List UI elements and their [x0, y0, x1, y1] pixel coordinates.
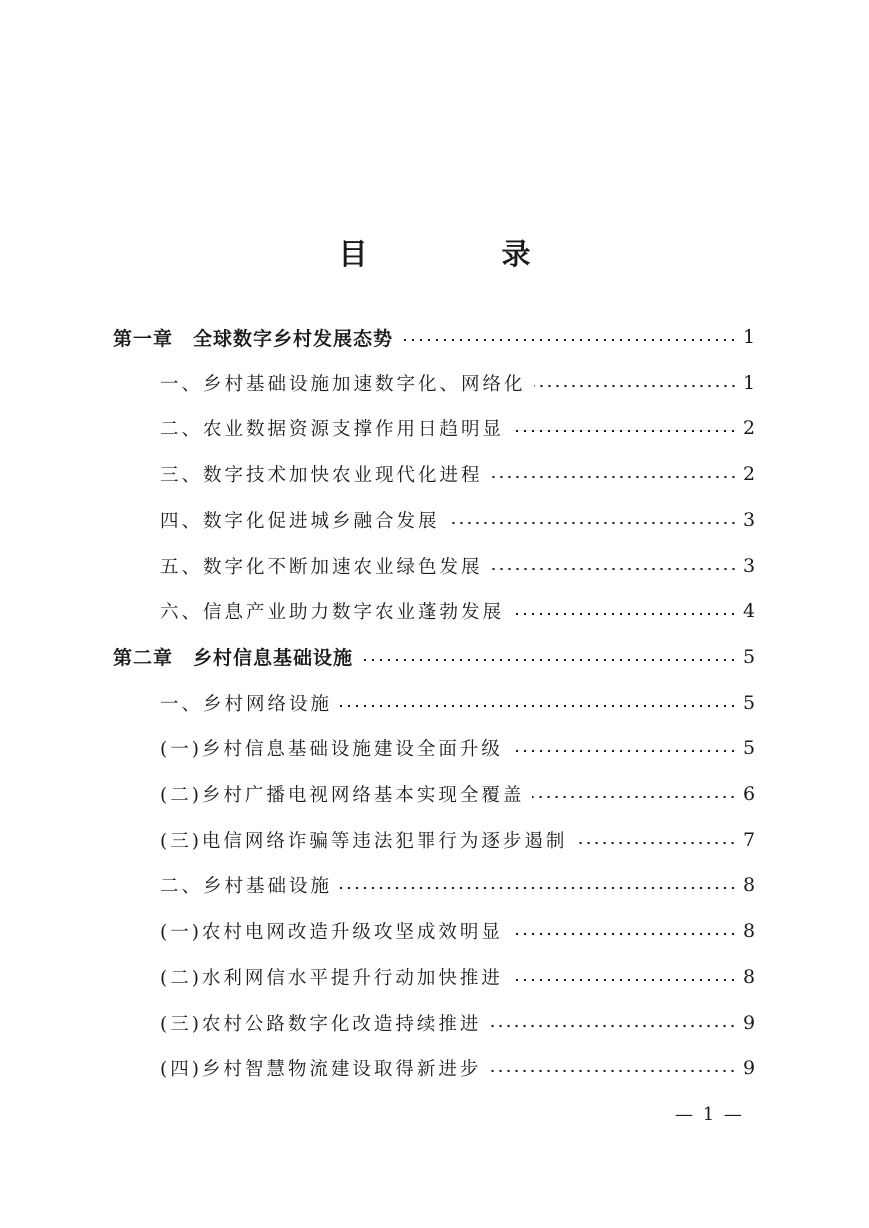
dot-leader [340, 886, 737, 890]
toc-section-entry[interactable] [160, 413, 755, 443]
dot-leader [512, 612, 737, 616]
toc-page-number: 3 [743, 554, 756, 577]
toc-entry-label: 五、数字化不断加速农业绿色发展 [160, 556, 483, 578]
toc-entry-label: (三)农村公路数字化改造持续推进 [160, 1013, 482, 1035]
dot-leader [491, 475, 737, 479]
toc-page-number: 3 [743, 508, 756, 531]
toc-section-entry[interactable] [160, 1008, 755, 1038]
toc-page-number: 5 [743, 737, 756, 760]
toc-page-number: 1 [743, 326, 756, 348]
toc-section-entry[interactable] [160, 870, 755, 900]
toc-section-entry[interactable] [160, 1053, 755, 1083]
toc-page-number: 2 [743, 463, 756, 486]
toc-page-number: 4 [743, 600, 756, 623]
dot-leader [512, 429, 737, 433]
toc-chapter-entry[interactable] [113, 322, 755, 352]
dot-leader [448, 521, 737, 525]
toc-entry-label: 六、信息产业助力数字农业蓬勃发展 [160, 602, 505, 624]
dot-leader [511, 749, 737, 753]
toc-entry-label: 三、数字技术加快农业现代化进程 [160, 465, 483, 487]
toc-entry-label: 一、乡村基础设施加速数字化、网络化 [160, 373, 526, 395]
toc-entry-label: 一、乡村网络设施 [160, 693, 333, 715]
toc-entry-label: 四、数字化促进城乡融合发展 [160, 510, 440, 532]
toc-page-number: 9 [743, 1011, 756, 1034]
toc-section-entry[interactable] [160, 962, 755, 992]
toc-section-entry[interactable] [160, 825, 755, 855]
toc-section-entry[interactable] [160, 688, 755, 718]
toc-entry-label: (三)电信网络诈骗等违法犯罪行为逐步遏制 [160, 830, 568, 852]
toc-entry-label: 二、乡村基础设施 [160, 876, 333, 898]
toc-page-number: 2 [743, 417, 756, 440]
toc-section-entry[interactable] [160, 505, 755, 535]
dot-leader [361, 658, 737, 662]
toc-page-number: 8 [743, 874, 756, 897]
toc-section-entry[interactable] [160, 368, 755, 398]
toc-section-entry[interactable] [160, 551, 755, 581]
toc-page-number: 1 [743, 371, 756, 394]
dot-leader [489, 1024, 737, 1028]
toc-entry-label: (二)水利网信水平提升行动加快推进 [160, 967, 503, 989]
dot-leader [401, 338, 737, 342]
toc-page-number: 5 [743, 645, 756, 668]
toc-page-number: 5 [743, 691, 756, 714]
toc-entry-label: 第一章 全球数字乡村发展态势 [113, 327, 394, 350]
toc-section-entry[interactable] [160, 733, 755, 763]
toc-page-number: 8 [743, 920, 756, 943]
toc-entry-label: (一)乡村信息基础设施建设全面升级 [160, 739, 503, 761]
footer-page-number: — 1 — [675, 1104, 744, 1125]
toc-page-number: 8 [743, 965, 756, 988]
toc-section-entry[interactable] [160, 779, 755, 809]
toc-entry-label: (二)乡村广播电视网络基本实现全覆盖 [160, 785, 525, 806]
dot-leader [575, 841, 737, 845]
dot-leader [340, 704, 737, 708]
toc-entry-label: (四)乡村智慧物流建设取得新进步 [160, 1059, 482, 1081]
toc-entry-label: 二、农业数据资源支撑作用日趋明显 [160, 419, 505, 441]
toc-page-number: 6 [743, 783, 756, 805]
toc-section-entry[interactable] [160, 596, 755, 626]
toc-section-entry[interactable] [160, 916, 755, 946]
toc-section-entry[interactable] [160, 459, 755, 489]
dot-leader [489, 1069, 737, 1073]
page-title: 目 录 [338, 237, 593, 271]
dot-leader [532, 795, 737, 799]
dot-leader [511, 932, 737, 936]
toc-entry-label: (一)农村电网改造升级攻坚成效明显 [160, 922, 503, 944]
dot-leader [534, 384, 737, 388]
dot-leader [491, 567, 737, 571]
toc-chapter-entry[interactable] [113, 642, 755, 672]
toc-page-number: 7 [743, 828, 756, 851]
dot-leader [511, 978, 737, 982]
toc-page-number: 9 [743, 1057, 756, 1080]
toc-entry-label: 第二章 乡村信息基础设施 [113, 647, 354, 670]
